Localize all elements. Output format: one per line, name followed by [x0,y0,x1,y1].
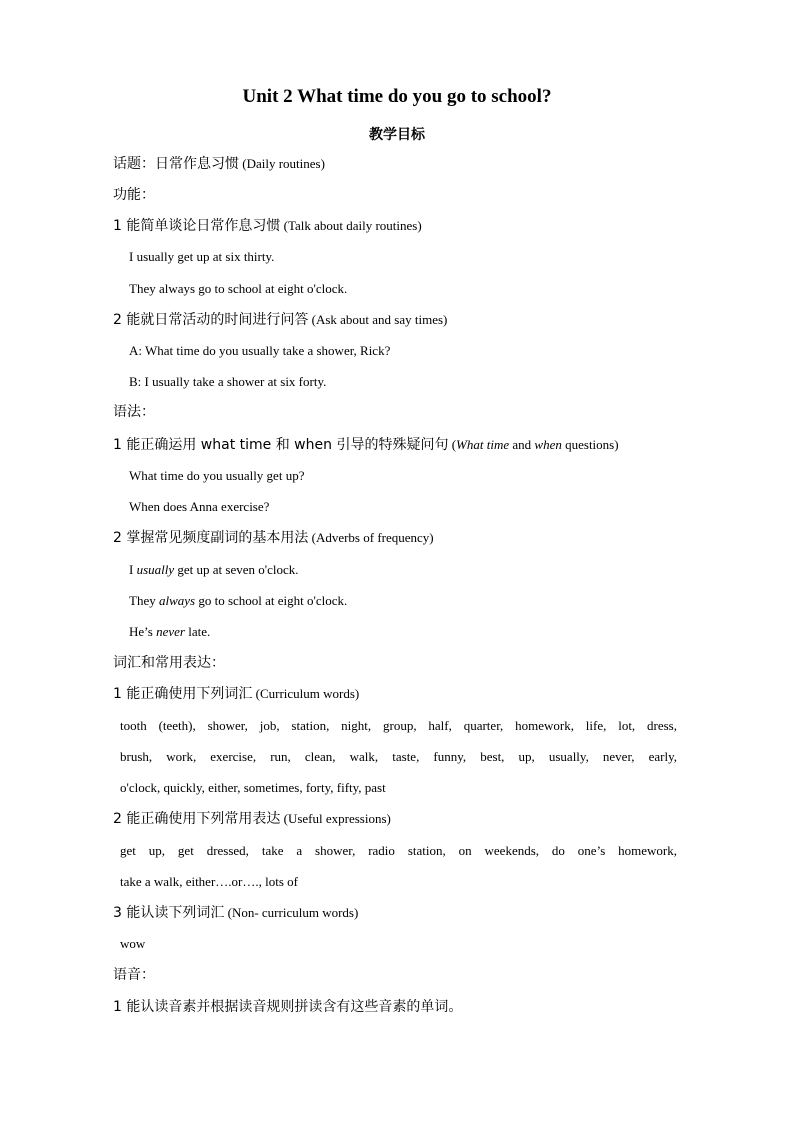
grammar-example: When does Anna exercise? [129,499,270,514]
grammar-item-2-cn: 2 掌握常见频度副词的基本用法 [113,530,309,546]
phonics-item-1-cn: 1 能认读音素并根据读音规则拼读含有这些音素的单词。 [113,999,463,1015]
adverb-italic: usually [136,562,175,577]
grammar-heading [113,403,155,421]
example-text: get up at seven o'clock. [174,562,299,577]
function-heading [113,186,155,204]
function-example: They always go to school at eight o'clock. [129,281,348,296]
function-item-1 [113,217,422,235]
grammar-label: 语法： [113,404,155,420]
paren-close: questions) [561,437,619,452]
grammar-item-1 [113,436,619,454]
example-text: He’s [129,624,157,639]
topic-line [113,155,325,173]
non-curriculum-word-list: wow [120,936,146,951]
function-example: I usually get up at six thirty. [129,249,275,264]
vocabulary-word-list-line: o'clock, quickly, either, sometimes, forty, fifty, past [120,780,386,795]
grammar-example [129,561,299,579]
vocabulary-item-1-en: (Curriculum words) [255,686,360,701]
expression-list-line: get up, get dressed, take a shower, radio station, on weekends, do one’s homework, [120,843,677,858]
vocabulary-label: 词汇和常用表达： [113,655,225,671]
function-label: 功能： [113,187,155,203]
grammar-example: What time do you usually get up? [129,468,305,483]
function-item-2-cn: 2 能就日常活动的时间进行问答 [113,312,309,328]
expression-list-line: take a walk, either….or…., lots of [120,874,298,889]
function-item-2-en: (Ask about and say times) [311,312,448,327]
vocabulary-item-2-cn: 2 能正确使用下列常用表达 [113,811,281,827]
grammar-item-2-en: (Adverbs of frequency) [311,530,434,545]
vocabulary-item-2-en: (Useful expressions) [283,811,391,826]
example-text: They [129,593,159,608]
vocabulary-word-list-line: brush, work, exercise, run, clean, walk, taste, funny, best, up, usually, never, early, [120,749,677,764]
adverb-italic: always [158,593,196,608]
function-item-1-en: (Talk about daily routines) [283,218,422,233]
italic-term: What time [456,437,510,452]
example-text: I [129,562,137,577]
topic-english: (Daily routines) [242,156,325,171]
grammar-example [129,623,210,641]
function-example: B: I usually take a shower at six forty. [129,374,327,389]
phonics-label: 语音： [113,967,155,983]
example-text: late. [184,624,211,639]
document-title: Unit 2 What time do you go to school? [242,86,552,107]
italic-term: when [534,437,562,452]
example-text: go to school at eight o'clock. [195,593,348,608]
grammar-item-2 [113,529,434,547]
vocabulary-item-1-cn: 1 能正确使用下列词汇 [113,686,253,702]
grammar-item-1-cn: 1 能正确运用 what time 和 when 引导的特殊疑问句 [113,437,449,453]
adverb-italic: never [156,624,185,639]
paren-open: ( [451,437,457,452]
function-item-1-cn: 1 能简单谈论日常作息习惯 [113,218,281,234]
function-item-2 [113,311,447,329]
topic-label: 话题：日常作息习惯 [113,156,239,172]
vocabulary-item-3-cn: 3 能认读下列词汇 [113,905,225,921]
vocabulary-item-3-en: (Non- curriculum words) [227,905,359,920]
vocabulary-item-3 [113,904,358,922]
vocabulary-item-1 [113,685,359,703]
phonics-heading [113,966,155,984]
vocabulary-word-list-line: tooth (teeth), shower, job, station, night, group, half, quarter, homework, life, lot, dress, [120,718,677,733]
vocabulary-heading [113,654,225,672]
conjunction: and [509,437,535,452]
function-example: A: What time do you usually take a shower, Rick? [129,343,391,358]
phonics-item-1 [113,998,462,1016]
vocabulary-item-2 [113,810,391,828]
grammar-example [129,592,347,610]
grammar-item-1-en [452,437,619,452]
section-heading-objectives: 教学目标 [369,127,425,143]
